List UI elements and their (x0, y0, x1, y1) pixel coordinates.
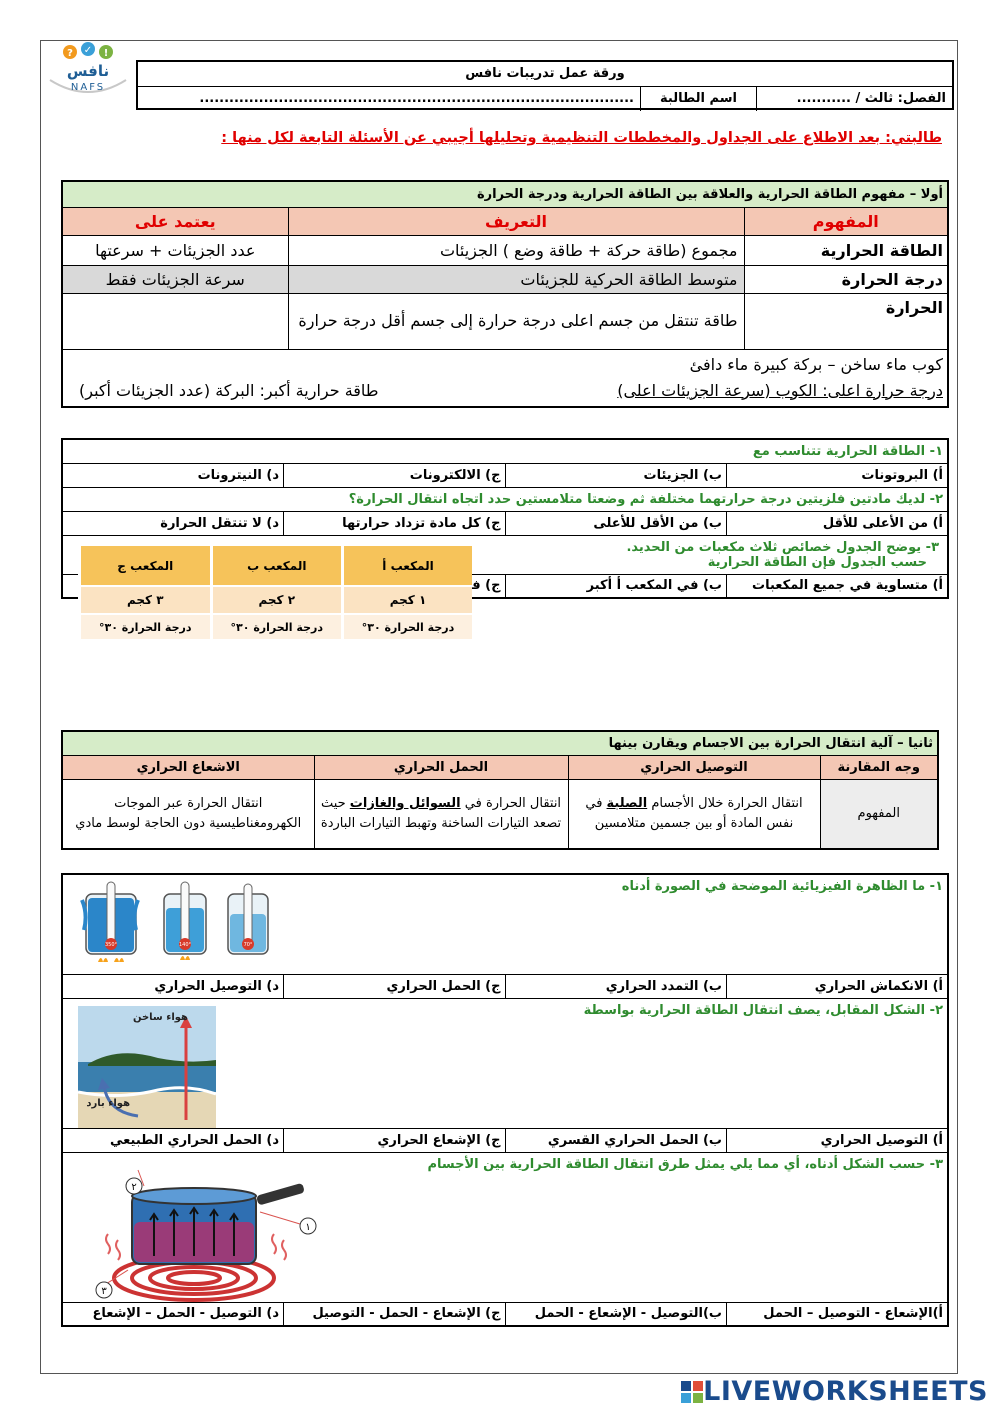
sea-breeze-image (78, 1006, 216, 1128)
cube-b-mass: ٢ كجم (211, 586, 343, 614)
student-name-field[interactable]: ........................................................................................ (199, 91, 634, 106)
section2-title: ثانيا – آلية انتقال الحرارة بين الاجسام ويقارن بينها (62, 731, 938, 755)
svg-text:✓: ✓ (83, 45, 93, 56)
q1-text: ١- الطاقة الحرارية تتناسب مع (62, 439, 948, 463)
definition-temperature: متوسط الطاقة الحركية للجزيئات (288, 265, 744, 293)
cube-a-temp: درجة الحرارة ٣٠° (343, 614, 472, 640)
convection-definition (314, 779, 568, 849)
q22-option-b[interactable]: ب) الحمل الحراري القسري (505, 1128, 727, 1152)
q2-option-d[interactable]: د) لا تنتقل الحرارة (62, 511, 284, 535)
q21-option-a[interactable]: أ) الانكماش الحراري (727, 974, 949, 998)
svg-text:?: ? (67, 48, 73, 59)
col-radiation: الاشعاع الحراري (62, 755, 314, 779)
thermal-expansion-image (78, 880, 282, 972)
q2-option-b[interactable]: ب) من الأقل للأعلى (505, 511, 727, 535)
pot-label-3: ٣ (101, 1286, 107, 1297)
liveworksheets-text: LIVEWORKSHEETS (703, 1376, 988, 1407)
pot-label-2: ٢ (131, 1182, 137, 1193)
q2-text: ٢- لديك مادتين فلزيتين درجة حرارتهما مختلفة ثم وضعتا متلامستين حدد اتجاه انتقال الحرارة؟ (62, 487, 948, 511)
q21-option-b[interactable]: ب) التمدد الحراري (505, 974, 727, 998)
class-field[interactable]: الفصل: ثالث / ........... (756, 87, 952, 111)
logo-brand-en: NAFS (70, 82, 106, 93)
thermometer-label-1: 350° (104, 942, 118, 948)
concept-heat: الحرارة (744, 293, 948, 349)
heat-transfer-table (61, 730, 939, 850)
nafs-logo (44, 40, 132, 94)
q23-text: ٣- حسب الشكل أدناه، أي مما يلي يمثل طرق انتقال الطاقة الحرارية بين الأجسام (427, 1156, 943, 1172)
col-definition: التعريف (288, 207, 744, 235)
q22-option-d[interactable]: د) الحمل الحراري الطبيعي (62, 1128, 284, 1152)
thermometer-label-2: 140° (178, 942, 192, 948)
q23-option-d[interactable]: د) التوصيل - الحمل – الإشعاع (62, 1302, 284, 1326)
note-line1: كوب ماء ساخن – بركة كبيرة ماء دافئ (689, 354, 943, 374)
definition-heat: طاقة تنتقل من جسم اعلى درجة حرارة إلى جسم أقل درجة حرارة (288, 293, 744, 349)
concept-thermal-energy: الطاقة الحرارية (744, 235, 948, 265)
depends-thermal-energy: عدد الجزيئات + سرعتها (62, 235, 288, 265)
q1-option-c[interactable]: ج) الالكترونات (284, 463, 506, 487)
q3-option-d[interactable]: د) في المكعب ج أعلى (62, 574, 284, 598)
cube-a-mass: ١ كجم (343, 586, 472, 614)
liveworksheets-brand (677, 1376, 988, 1410)
liveworksheets-icon (681, 1379, 703, 1410)
q23-option-c[interactable]: ج) الإشعاع - الحمل - التوصيل (284, 1302, 506, 1326)
depends-heat[interactable] (62, 293, 288, 349)
q3-option-a[interactable]: أ) متساوية في جميع المكعبات (727, 574, 949, 598)
conduction-definition (568, 779, 820, 849)
q22-text: ٢- الشكل المقابل، يصف انتقال الطاقة الحرارية بواسطة (583, 1002, 943, 1018)
q21-text: ١- ما الظاهرة الفيزيائية الموضحة في الصورة أدناه (621, 879, 943, 894)
section1-title: أولا – مفهوم الطاقة الحرارية والعلاقة بين الطاقة الحرارية ودرجة الحرارة (62, 181, 948, 207)
depends-temperature: سرعة الجزيئات فقط (62, 265, 288, 293)
col-depends: يعتمد على (62, 207, 288, 235)
col-concept: المفهوم (744, 207, 948, 235)
worksheet-title: ورقة عمل تدريبات نافس (138, 62, 952, 87)
example-note (62, 349, 948, 407)
convection-post: حيث تصعد التيارات الساخنة وتهبط التيارات الباردة (320, 795, 562, 831)
cube-a-header: المكعب أ (343, 546, 472, 586)
concept-temperature: درجة الحرارة (744, 265, 948, 293)
note-line2b: طاقة حرارية أكبر: البركة (عدد الجزيئات أكبر) (79, 380, 379, 400)
cube-c-header: المكعب ج (80, 546, 212, 586)
q2-option-a[interactable]: أ) من الأعلى للأقل (727, 511, 949, 535)
cold-air-label: هواء بارد (86, 1098, 130, 1109)
note-line2a: درجة حرارة اعلى: الكوب (سرعة الجزيئات اعلى) (617, 380, 943, 400)
row-label-concept: المفهوم (820, 779, 938, 849)
conduction-post: في نفس المادة أو بين جسمين متلامسين (585, 795, 794, 831)
q21-option-d[interactable]: د) التوصيل الحراري (62, 974, 284, 998)
q3-text1: ٣- يوضح الجدول خصائص ثلاث مكعبات من الحديد. (71, 540, 939, 555)
hot-air-label: هواء ساخن (132, 1012, 188, 1023)
col-comparison: وجه المقارنة (820, 755, 938, 779)
worksheet-header (136, 60, 954, 110)
radiation-definition: انتقال الحرارة عبر الموجات الكهرومغناطيسية دون الحاجة لوسط مادي (62, 779, 314, 849)
convection-pre: انتقال الحرارة في (460, 795, 562, 811)
definition-thermal-energy: مجموع (طاقة حركة + طاقة وضع ) الجزيئات (288, 235, 744, 265)
q22-option-c[interactable]: ج) الإشعاع الحراري (284, 1128, 506, 1152)
instruction: طالبتي: بعد الاطلاع على الجداول والمخططات التنظيمية وتحليلها أجيبي عن الأسئلة التابعة لكل منها : (221, 130, 942, 146)
q23-option-b[interactable]: ب)التوصيل - الإشعاع - الحمل (505, 1302, 727, 1326)
cube-b-header: المكعب ب (211, 546, 343, 586)
q22-option-a[interactable]: أ) التوصيل الحراري (727, 1128, 949, 1152)
q3-option-c[interactable]: ج) في المكعب ب أعلى (284, 574, 506, 598)
q3-option-b[interactable]: ب) في المكعب أ أكبر (505, 574, 727, 598)
cube-table (78, 546, 472, 641)
svg-text:!: ! (103, 48, 109, 59)
logo-brand-ar: نافس (66, 62, 110, 80)
q23-option-a[interactable]: أ)الإشعاع - التوصيل – الحمل (727, 1302, 949, 1326)
conduction-bold: الصلبة (606, 795, 648, 811)
q21-option-c[interactable]: ج) الحمل الحراري (284, 974, 506, 998)
cube-b-temp: درجة الحرارة ٣٠° (211, 614, 343, 640)
thermometer-label-3: 70° (243, 942, 253, 948)
convection-bold: السوائل والغازات (349, 795, 461, 811)
q1-option-a[interactable]: أ) البروتونات (727, 463, 949, 487)
concepts-table (61, 180, 949, 408)
cube-c-mass: ٣ كجم (80, 586, 212, 614)
q1-option-b[interactable]: ب) الجزيئات (505, 463, 727, 487)
col-convection: الحمل الحراري (314, 755, 568, 779)
conduction-pre: انتقال الحرارة خلال الأجسام (647, 795, 803, 811)
col-conduction: التوصيل الحراري (568, 755, 820, 779)
q2-option-c[interactable]: ج) كل مادة تزداد حرارتها (284, 511, 506, 535)
q1-option-d[interactable]: د) النيترونات (62, 463, 284, 487)
pot-label-1: ١ (305, 1222, 311, 1233)
cube-c-temp: درجة الحرارة ٣٠° (80, 614, 212, 640)
pot-heat-transfer-image (84, 1166, 324, 1308)
student-label: اسم الطالبة (640, 87, 756, 111)
q3-text2: حسب الجدول فإن الطاقة الحرارية (71, 555, 939, 570)
